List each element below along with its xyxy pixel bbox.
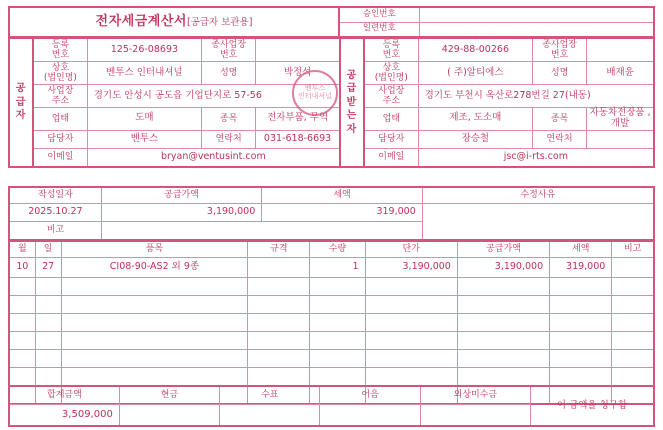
row-day [35,368,61,386]
row-day [35,296,61,314]
company-seal-icon: 벤투스 인터내셔널 [292,70,338,116]
supplier-bizplace-value [256,38,340,62]
items-header-day: 일 [35,241,61,258]
supplier-bizplace-label: 종사업장 번호 [202,38,256,62]
row-name [61,314,248,332]
items-header-note: 비고 [612,241,654,258]
supplier-type-value: 도매 [87,108,201,131]
items-header-name: 품목 [61,241,248,258]
row-month [9,296,35,314]
row-day [35,332,61,350]
row-tax [550,314,612,332]
row-tax [550,278,612,296]
tax-amount-value: 319,000 [262,204,422,222]
table-row [9,278,654,296]
row-supply: 3,190,000 [457,258,549,278]
row-tax [550,350,612,368]
buyer-rep-label: 성명 [533,62,587,85]
row-spec [248,368,310,386]
supplier-company-label: 상호 (법인명) [33,62,87,85]
row-day [35,314,61,332]
row-qty [310,368,365,386]
document-title-suffix: [공급자 보관용] [186,16,253,28]
items-header-price: 단가 [365,241,457,258]
row-day: 27 [35,258,61,278]
buyer-email-label: 이메일 [364,148,418,167]
items-header-supply: 공급가액 [457,241,549,258]
row-tax [550,368,612,386]
supplier-address-label: 사업장 주소 [33,85,87,108]
serial-no-value [419,22,654,37]
row-price [365,278,457,296]
approval-no-value [419,7,654,22]
row-supply [457,350,549,368]
row-qty [310,332,365,350]
row-note [612,314,654,332]
row-price [365,368,457,386]
supplier-contact-value: 벤투스 [87,130,201,148]
row-supply [457,278,549,296]
row-qty [310,278,365,296]
items-header-month: 월 [9,241,35,258]
total-amount-value: 3,509,000 [9,405,119,427]
credit-value [420,405,530,427]
row-note [612,350,654,368]
table-row [9,368,654,386]
footer-totals [8,385,655,427]
cash-label: 현금 [119,386,219,405]
supplier-reg-no-label: 등록 번호 [33,38,87,62]
supply-amount-label: 공급가액 [101,187,261,204]
row-spec [248,296,310,314]
supplier-company-value: 벤투스 인터내셔널 [87,62,201,85]
document-title-main: 전자세금계산서 [95,13,187,29]
row-spec [248,258,310,278]
row-day [35,350,61,368]
serial-no-label: 일련번호 [339,22,419,37]
row-price [365,296,457,314]
claim-text: 이 금액을 청구함 [531,386,654,426]
row-supply [457,296,549,314]
table-row [9,258,654,278]
summary-section [8,186,655,241]
row-name [61,350,248,368]
check-value [220,405,320,427]
buyer-tel-label: 연락처 [533,130,587,148]
tax-amount-label: 세액 [262,187,422,204]
buyer-company-label: 상호 (법인명) [364,62,418,85]
buyer-side-label: 공 급 받 는 자 [340,38,364,167]
supplier-email-label: 이메일 [33,148,87,167]
approval-no-label: 승인번호 [339,7,419,22]
row-name [61,332,248,350]
supply-amount-value: 3,190,000 [101,204,261,222]
amend-reason-label: 수정사유 [422,187,654,204]
row-month: 10 [9,258,35,278]
buyer-company-value: ( 주)알티에스 [418,62,532,85]
row-name [61,368,248,386]
note-bill-label: 어음 [320,386,420,405]
buyer-email-value: jsc@i-rts.com [418,148,654,167]
row-spec [248,278,310,296]
row-tax [550,332,612,350]
buyer-reg-no-value: 429-88-00266 [418,38,532,62]
supplier-address-value: 경기도 안성시 공도읍 기업단지로 57-56 [87,85,340,108]
row-price [365,314,457,332]
supplier-reg-no-value: 125-26-08693 [87,38,201,62]
row-month [9,332,35,350]
issue-date-label: 작성일자 [9,187,101,204]
row-note [612,278,654,296]
buyer-item-label: 종목 [533,108,587,131]
row-tax: 319,000 [550,258,612,278]
buyer-contact-value: 장승철 [418,130,532,148]
row-month [9,314,35,332]
buyer-item-value: 자동차전장품 , 개발 [587,108,654,131]
row-note [612,296,654,314]
table-row [9,350,654,368]
buyer-address-value: 경기도 부천시 옥산로278번길 27(내동) [418,85,654,108]
buyer-contact-label: 담당자 [364,130,418,148]
buyer-bizplace-label: 종사업장 번호 [533,38,587,62]
row-qty [310,314,365,332]
row-supply [457,314,549,332]
credit-label: 외상미수금 [420,386,530,405]
table-row [9,296,654,314]
row-month [9,350,35,368]
buyer-bizplace-value [587,38,654,62]
row-supply [457,368,549,386]
buyer-tel-value [587,130,654,148]
buyer-address-label: 사업장 주소 [364,85,418,108]
supplier-side-label: 공 급 자 [9,38,33,167]
items-header-qty: 수량 [310,241,365,258]
row-price [365,332,457,350]
row-month [9,278,35,296]
note-bill-value [320,405,420,427]
table-row [9,332,654,350]
row-note [612,368,654,386]
note-label: 비고 [9,222,101,241]
row-qty: 1 [310,258,365,278]
document-title [9,7,339,37]
row-name [61,278,248,296]
row-supply [457,332,549,350]
buyer-reg-no-label: 등록 번호 [364,38,418,62]
supplier-rep-label: 성명 [202,62,256,85]
row-day [35,278,61,296]
issue-date-value: 2025.10.27 [9,204,101,222]
supplier-item-value: 전자부품, 무역 [256,108,340,131]
row-note [612,332,654,350]
row-spec [248,314,310,332]
items-header-tax: 세액 [550,241,612,258]
supplier-rep-value: 박정석 [256,62,340,85]
supplier-contact-label: 담당자 [33,130,87,148]
amend-reason-value [422,204,654,241]
row-price: 3,190,000 [365,258,457,278]
row-tax [550,296,612,314]
supplier-email-value: bryan@ventusint.com [87,148,340,167]
buyer-type-value: 제조, 도소매 [418,108,532,131]
row-name [61,296,248,314]
row-name: CI08-90-AS2 외 9종 [61,258,248,278]
row-qty [310,296,365,314]
note-value [101,222,422,241]
supplier-tel-value: 031-618-6693 [256,130,340,148]
cash-value [119,405,219,427]
row-spec [248,350,310,368]
items-table [8,240,655,405]
supplier-tel-label: 연락처 [202,130,256,148]
total-amount-label: 합계금액 [9,386,119,405]
buyer-type-label: 업태 [364,108,418,131]
row-price [365,350,457,368]
row-note [612,258,654,278]
row-spec [248,332,310,350]
buyer-rep-value: 배재윤 [587,62,654,85]
check-label: 수표 [220,386,320,405]
supplier-item-label: 종목 [202,108,256,131]
row-qty [310,350,365,368]
header-section [8,6,655,38]
supplier-type-label: 업태 [33,108,87,131]
items-header-spec: 규격 [248,241,310,258]
row-month [9,368,35,386]
table-row [9,314,654,332]
